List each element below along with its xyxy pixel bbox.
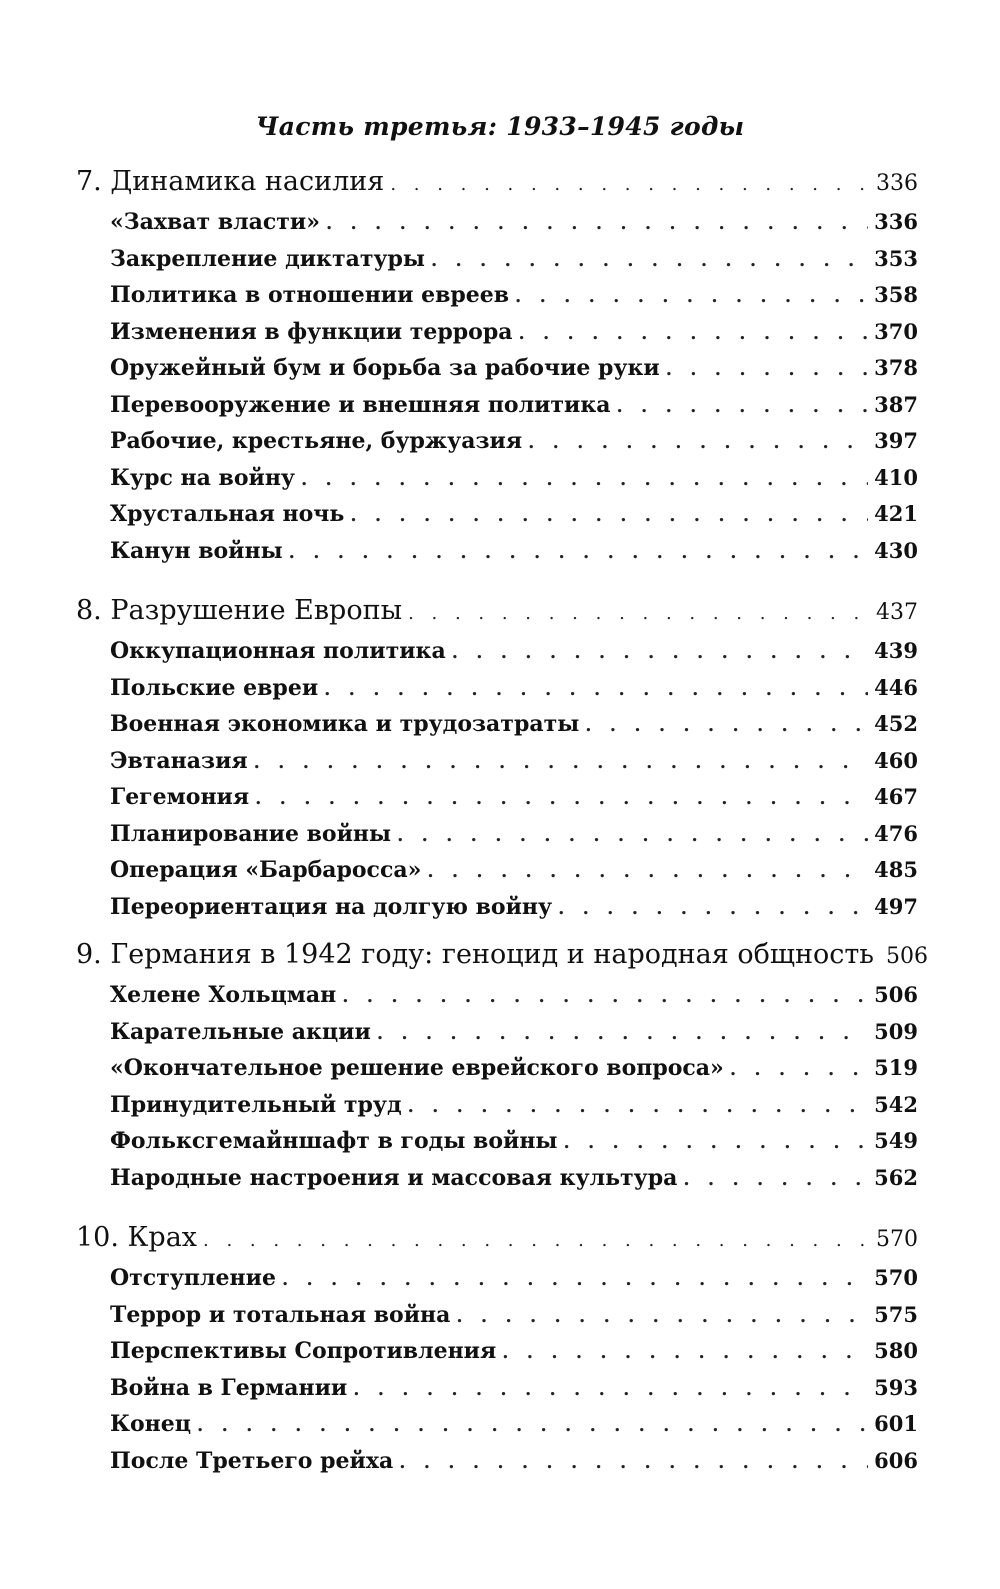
dot-leader bbox=[397, 818, 868, 855]
dot-leader bbox=[502, 1335, 868, 1372]
dot-leader bbox=[377, 1016, 868, 1053]
section-page-number: 439 bbox=[874, 638, 918, 663]
section-title: Террор и тотальная война bbox=[110, 1301, 451, 1328]
toc-entry[interactable] bbox=[76, 314, 918, 351]
dot-leader bbox=[255, 781, 868, 818]
section-page-number: 562 bbox=[874, 1164, 918, 1190]
toc-entry[interactable] bbox=[76, 1443, 918, 1480]
section-title: Война в Германии bbox=[110, 1374, 348, 1401]
chapter-title: 8. Разрушение Европы bbox=[76, 595, 403, 626]
section-page-number: 421 bbox=[874, 501, 918, 526]
dot-leader bbox=[456, 1299, 868, 1336]
section-title: Гегемония bbox=[110, 784, 250, 810]
dot-leader bbox=[427, 854, 868, 891]
chapter-10 bbox=[76, 1216, 918, 1479]
dot-leader bbox=[254, 745, 869, 782]
dot-leader bbox=[203, 1219, 870, 1263]
chapter-9 bbox=[76, 933, 928, 1196]
toc-entry[interactable] bbox=[76, 1123, 918, 1160]
section-page-number: 506 bbox=[874, 982, 918, 1007]
section-page-number: 370 bbox=[874, 318, 918, 344]
chapter-heading[interactable] bbox=[76, 589, 918, 633]
chapter-page-number: 336 bbox=[876, 171, 918, 196]
dot-leader bbox=[730, 1052, 868, 1089]
chapter-title: 7. Динамика насилия bbox=[76, 166, 385, 197]
dot-leader bbox=[326, 206, 868, 243]
section-page-number: 509 bbox=[874, 1018, 918, 1044]
section-page-number: 430 bbox=[874, 537, 918, 563]
section-title: Планирование войны bbox=[110, 820, 392, 847]
section-title: Народные настроения и массовая культура bbox=[110, 1164, 678, 1191]
section-page-number: 542 bbox=[874, 1091, 918, 1117]
toc-entry[interactable] bbox=[76, 706, 918, 743]
section-title: «Окончательное решение еврейского вопроса» bbox=[110, 1055, 724, 1081]
section-title: Рабочие, крестьяне, буржуазия bbox=[110, 428, 523, 454]
chapter-7 bbox=[76, 160, 918, 569]
chapter-spacer bbox=[76, 569, 918, 589]
toc-entry[interactable] bbox=[76, 1014, 918, 1051]
chapter-page-number: 506 bbox=[885, 944, 928, 969]
section-page-number: 485 bbox=[874, 857, 918, 882]
dot-leader bbox=[289, 535, 869, 572]
section-title: Оккупационная политика bbox=[110, 638, 446, 664]
section-title: Перевооружение и внешняя политика bbox=[110, 391, 611, 418]
dot-leader bbox=[399, 1445, 868, 1482]
dot-leader bbox=[563, 1125, 868, 1162]
section-title: Изменения в функции террора bbox=[110, 318, 513, 345]
dot-leader bbox=[452, 635, 868, 672]
section-page-number: 593 bbox=[874, 1374, 918, 1400]
section-page-number: 410 bbox=[874, 464, 918, 490]
section-page-number: 452 bbox=[874, 711, 918, 736]
toc-entry[interactable] bbox=[76, 533, 918, 570]
toc-entry[interactable] bbox=[76, 1160, 918, 1197]
chapter-page-number: 570 bbox=[876, 1227, 918, 1252]
toc-entry[interactable] bbox=[76, 1370, 918, 1407]
chapter-page-number: 437 bbox=[876, 600, 918, 625]
section-page-number: 353 bbox=[874, 245, 918, 271]
dot-leader bbox=[301, 462, 868, 499]
dot-leader bbox=[353, 1372, 868, 1409]
toc-entry[interactable] bbox=[76, 779, 918, 816]
section-title: Военная экономика и трудозатраты bbox=[110, 711, 580, 737]
toc-entry[interactable] bbox=[76, 204, 918, 241]
dot-leader bbox=[350, 498, 868, 535]
part-title: Часть третья: 1933–1945 годы bbox=[255, 112, 745, 141]
chapter-title: 10. Крах bbox=[76, 1222, 198, 1253]
chapter-heading[interactable] bbox=[76, 933, 928, 977]
chapter-heading[interactable] bbox=[76, 1216, 918, 1260]
dot-leader bbox=[666, 352, 868, 389]
section-page-number: 580 bbox=[874, 1338, 918, 1363]
section-page-number: 601 bbox=[874, 1411, 918, 1436]
toc-entry[interactable] bbox=[76, 1406, 918, 1443]
section-title: «Захват власти» bbox=[110, 209, 320, 235]
toc-entry[interactable] bbox=[76, 460, 918, 497]
section-title: Фольксгемайншафт в годы войны bbox=[110, 1128, 558, 1154]
section-title: Курс на войну bbox=[110, 464, 296, 491]
section-page-number: 460 bbox=[874, 747, 918, 773]
section-page-number: 467 bbox=[874, 784, 918, 809]
toc-entry[interactable] bbox=[76, 1333, 918, 1370]
dot-leader bbox=[528, 425, 868, 462]
section-title: Хрустальная ночь bbox=[110, 501, 345, 527]
section-page-number: 606 bbox=[874, 1447, 918, 1473]
section-title: Переориентация на долгую войну bbox=[110, 893, 553, 920]
chapter-title: 9. Германия в 1942 году: геноцид и народная общность bbox=[76, 939, 874, 970]
section-page-number: 397 bbox=[874, 428, 918, 453]
section-page-number: 497 bbox=[874, 893, 918, 919]
section-title: Отступление bbox=[110, 1265, 276, 1291]
dot-leader bbox=[585, 708, 868, 745]
dot-leader bbox=[324, 672, 868, 709]
toc-entry[interactable] bbox=[76, 350, 918, 387]
dot-leader bbox=[390, 163, 870, 207]
toc-entry[interactable] bbox=[76, 743, 918, 780]
dot-leader bbox=[408, 592, 870, 636]
section-title: Операция «Барбаросса» bbox=[110, 857, 422, 883]
toc-entry[interactable] bbox=[76, 889, 918, 926]
section-page-number: 387 bbox=[874, 391, 918, 417]
dot-leader bbox=[617, 389, 869, 426]
toc-entry[interactable] bbox=[76, 1050, 918, 1087]
section-title: Закрепление диктатуры bbox=[110, 245, 425, 272]
toc-entry[interactable] bbox=[76, 1087, 918, 1124]
section-page-number: 519 bbox=[874, 1055, 918, 1080]
section-title: Карательные акции bbox=[110, 1018, 371, 1045]
section-title: После Третьего рейха bbox=[110, 1447, 394, 1474]
section-title: Канун войны bbox=[110, 537, 283, 564]
dot-leader bbox=[515, 279, 868, 316]
section-page-number: 549 bbox=[874, 1128, 918, 1153]
chapter-spacer bbox=[76, 1196, 918, 1216]
dot-leader bbox=[518, 316, 868, 353]
dot-leader bbox=[342, 979, 868, 1016]
section-title: Принудительный труд bbox=[110, 1091, 402, 1118]
section-title: Политика в отношении евреев bbox=[110, 282, 510, 308]
dot-leader bbox=[683, 1162, 868, 1199]
section-title: Хелене Хольцман bbox=[110, 982, 337, 1008]
dot-leader bbox=[431, 243, 868, 280]
table-of-contents bbox=[76, 160, 928, 1479]
toc-entry[interactable] bbox=[76, 1297, 918, 1334]
toc-entry[interactable] bbox=[76, 670, 918, 707]
section-title: Оружейный бум и борьба за рабочие руки bbox=[110, 355, 660, 381]
section-page-number: 575 bbox=[874, 1301, 918, 1327]
toc-entry[interactable] bbox=[76, 1260, 918, 1297]
dot-leader bbox=[558, 891, 868, 928]
toc-entry[interactable] bbox=[76, 496, 918, 533]
toc-entry[interactable] bbox=[76, 277, 918, 314]
section-page-number: 358 bbox=[874, 282, 918, 307]
section-page-number: 446 bbox=[874, 674, 918, 700]
dot-leader bbox=[282, 1262, 868, 1299]
toc-entry[interactable] bbox=[76, 387, 918, 424]
toc-entry[interactable] bbox=[76, 977, 918, 1014]
section-title: Эвтаназия bbox=[110, 747, 248, 774]
section-page-number: 336 bbox=[874, 209, 918, 234]
section-title: Польские евреи bbox=[110, 674, 319, 701]
chapter-heading[interactable] bbox=[76, 160, 918, 204]
toc-entry[interactable] bbox=[76, 633, 918, 670]
section-page-number: 378 bbox=[874, 355, 918, 380]
dot-leader bbox=[408, 1089, 869, 1126]
toc-entry[interactable] bbox=[76, 241, 918, 278]
toc-entry[interactable] bbox=[76, 852, 918, 889]
dot-leader bbox=[197, 1408, 868, 1445]
section-title: Перспективы Сопротивления bbox=[110, 1338, 497, 1364]
chapter-8 bbox=[76, 589, 918, 925]
section-page-number: 476 bbox=[874, 820, 918, 846]
section-page-number: 570 bbox=[874, 1265, 918, 1290]
toc-entry[interactable] bbox=[76, 423, 918, 460]
toc-entry[interactable] bbox=[76, 816, 918, 853]
section-title: Конец bbox=[110, 1411, 192, 1437]
